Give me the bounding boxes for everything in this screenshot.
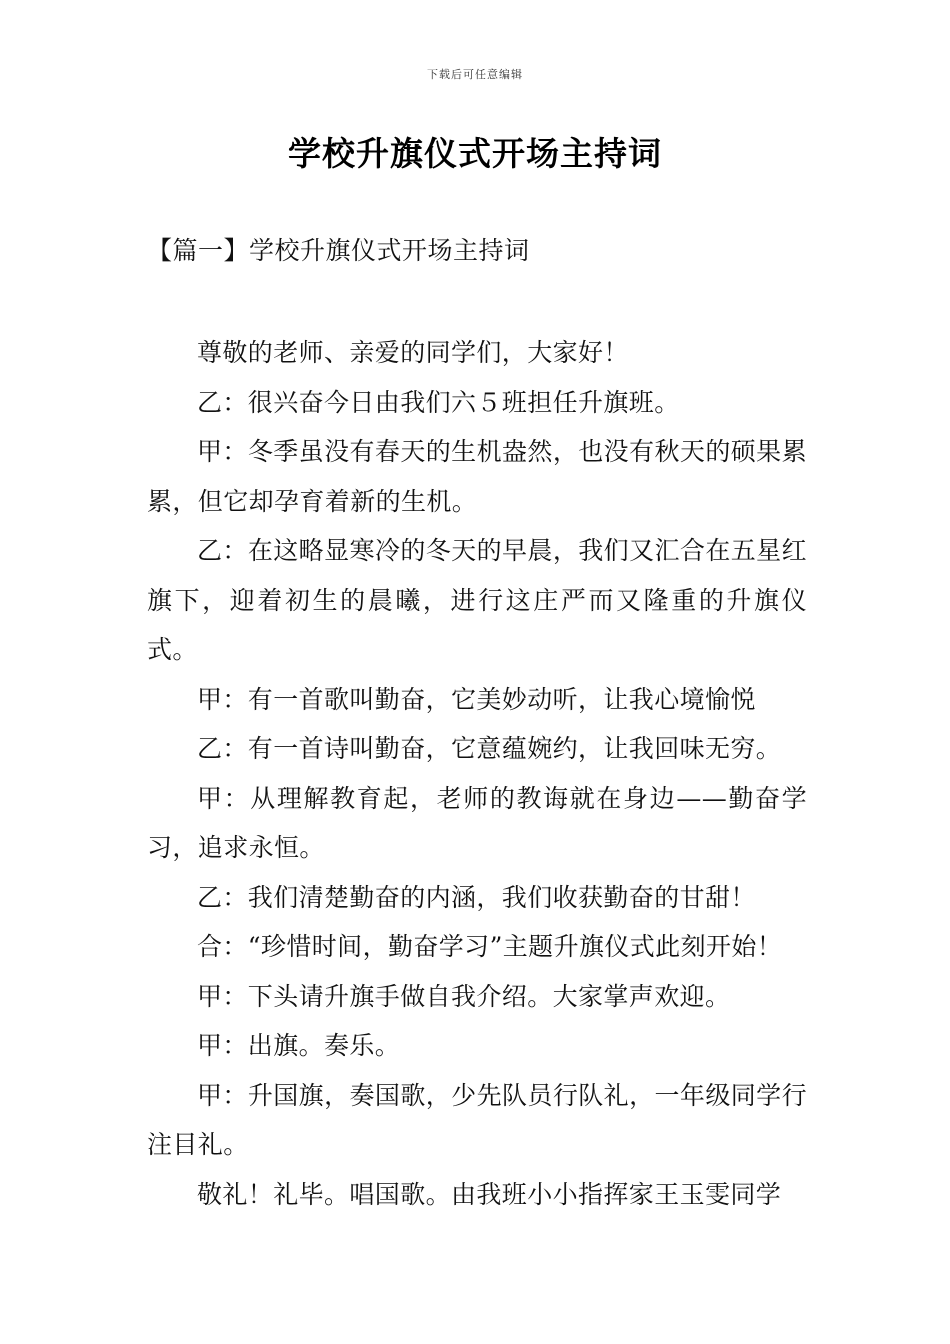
document-body	[147, 328, 807, 1219]
paragraph: 乙：在这略显寒冷的冬天的早晨，我们又汇合在五星红旗下，迎着初生的晨曦，进行这庄严而又隆重的升旗仪式。	[147, 536, 807, 664]
paragraph: 甲：出旗。奏乐。	[197, 1031, 401, 1060]
paragraph: 敬礼！礼毕。唱国歌。由我班小小指挥家王玉雯同学	[197, 1179, 782, 1209]
paragraph: 甲：从理解教育起，老师的教诲就在身边——勤奋学习，追求永恒。	[147, 783, 807, 862]
paragraph: 甲：升国旗，奏国歌，少先队员行队礼，一年级同学行注目礼。	[147, 1080, 807, 1159]
paragraph: 甲：下头请升旗手做自我介绍。大家掌声欢迎。	[197, 981, 731, 1011]
section-heading: 【篇一】学校升旗仪式开场主持词	[147, 236, 530, 265]
paragraph: 乙：有一首诗叫勤奋，它意蕴婉约，让我回味无穷。	[197, 734, 782, 763]
paragraph: 甲：有一首歌叫勤奋，它美妙动听，让我心境愉悦	[197, 684, 756, 714]
paragraph: 乙：很兴奋今日由我们六５班担任升旗班。	[197, 387, 680, 417]
paragraph: 合：“珍惜时间，勤奋学习”主题升旗仪式此刻开始！	[197, 932, 783, 961]
document-title: 学校升旗仪式开场主持词	[288, 134, 662, 173]
paragraph-greeting: 尊敬的老师、亲爱的同学们，大家好！	[197, 338, 629, 367]
paragraph: 乙：我们清楚勤奋的内涵，我们收获勤奋的甘甜！	[197, 882, 756, 912]
page-header-note: 下载后可任意编辑	[427, 68, 523, 81]
paragraph: 甲：冬季虽没有春天的生机盎然，也没有秋天的硕果累累，但它却孕育着新的生机。	[147, 437, 807, 516]
